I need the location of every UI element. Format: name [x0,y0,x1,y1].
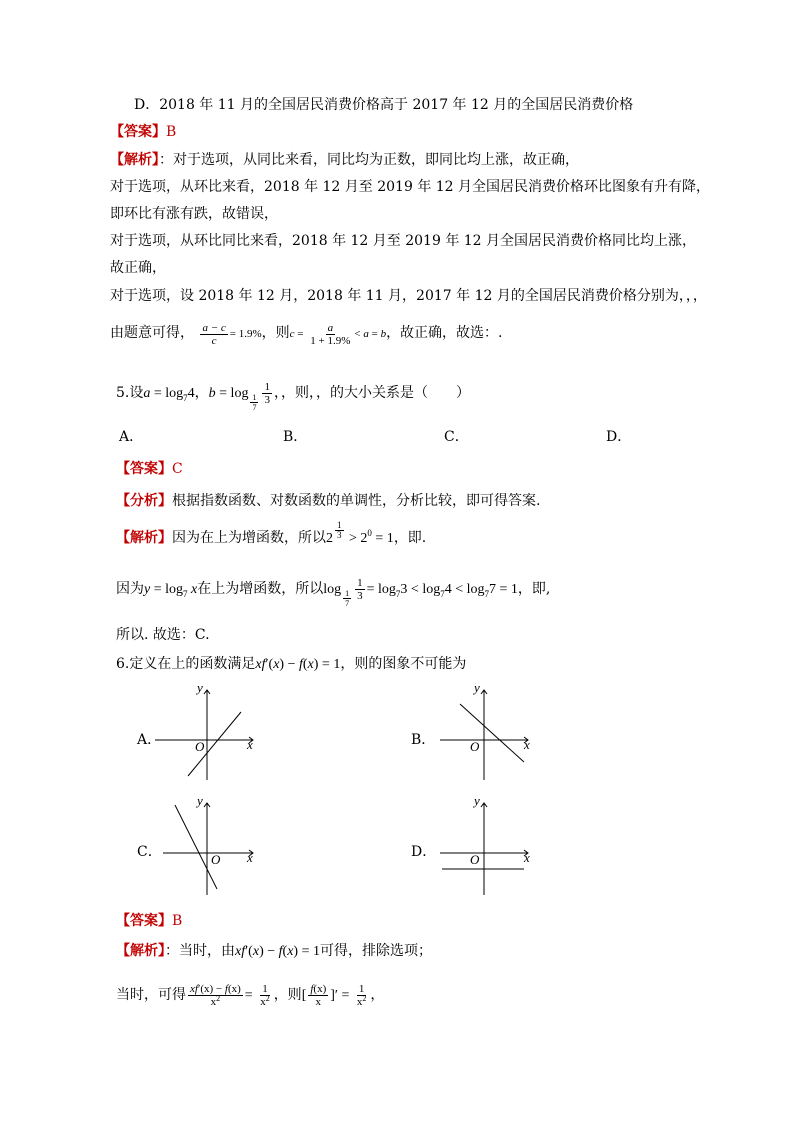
q5-option-a: A． [119,429,144,445]
q6-stem [116,655,466,674]
formula-a-def: $a = \log_74$ [143,386,195,403]
q4-analysis-line3: 即环比有涨有跌，故错误， [110,206,278,222]
q4-analysis-line1 [110,151,579,169]
graph-d [428,793,548,897]
origin-label: O [211,852,221,867]
q4-answer-line [110,123,176,141]
q4-analysis-line7 [110,318,503,349]
prev-option-d: D．2018 年 11 月的全国居民消费价格高于 2017 年 12 月的全国居民消费价格 [134,97,634,113]
q5-jx2-pre: 因为 [116,581,144,597]
q4-answer: B [166,124,177,140]
q6-jx2-mid: ，则 [273,987,302,1003]
q6-answer-line [116,912,182,930]
q4-analysis-text1: ：对于选项，从同比来看，同比均为正数，即同比均上涨，故正确， [159,152,579,168]
formula-c: c = $\frac{a}{1 + 1.9\%}$ < a = b [289,321,387,347]
q4-line7-mid: ，则 [261,325,290,341]
q4-line7-pre: 由题意可得， [110,325,194,341]
q5-stem-post: ，，则，，的大小关系是（ ） [273,385,470,401]
q6-stem-post: ，则的图象不可能为 [340,656,467,672]
q5-analysis-line2 [116,574,551,609]
x-label: x [524,850,530,865]
q6-jx1-pre: ：当时，由 [165,943,235,959]
formula-log-func: $y = \log_7 x$ [144,582,198,599]
analysis-tag: 【解析】 [116,943,165,959]
q5-stem [116,378,470,413]
analysis-tag: 【解析】 [116,530,172,546]
formula-b-def: b = log $\frac{1}{7}$ $\frac{1}{3}$ [208,381,270,413]
formula-ratio: $\frac{a - c}{c}$ = 1.9% [202,321,262,347]
q4-analysis-line5: 故正确， [110,260,166,276]
origin-label: O [470,852,480,867]
q5-answer: C [172,461,183,477]
formula-log-compare: log $\frac{1}{7}$ $\frac{1}{3}$ = $\log_73 < \log_74 < \log_77 = 1$ [323,577,518,609]
q5-jx2-post: ，即, [517,581,551,597]
y-label: y [474,680,480,695]
x-label: x [524,737,530,752]
q4-line7-post: ，故正确，故选：. [386,325,503,341]
q6-jx2-post: ， [370,987,385,1003]
q5-analysis-line1 [116,520,427,552]
graph-line [175,805,217,889]
fenxi-tag: 【分析】 [116,493,172,509]
q5-jx1-post: ，即. [393,530,427,546]
q6-stem-pre: 6.定义在上的函数满足 [116,656,256,672]
formula-derivative: [ $\frac{f(x)}{x}$ ]′ = $\frac{1}{x^2}$ [301,982,367,1009]
q5-fenxi-line [116,492,540,510]
q5-stem-mid: ， [194,385,209,401]
q6-option-a-label: A． [137,732,162,748]
graph-b [428,680,548,784]
analysis-tag: 【解析】 [110,152,159,168]
answer-tag: 【答案】 [116,461,172,477]
q4-analysis-line2: 对于选项，从环比来看，2018 年 12 月至 2019 年 12 月全国居民消费价格环比图象有升有降， [110,179,711,195]
q5-stem-pre: 5.设 [116,385,144,401]
q5-option-d: D． [606,429,632,445]
q5-jx1-pre: 因为在上为增函数，所以 [172,530,326,546]
q4-analysis-line4: 对于选项，从环比同比来看，2018 年 12 月至 2019 年 12 月全国居民消费价格同比均上涨， [110,233,697,249]
q6-jx2-pre: 当时，可得 [116,987,186,1003]
q6-jx1-post: 可得，排除选项； [319,943,432,959]
answer-tag: 【答案】 [110,124,166,140]
q5-fenxi-text: 根据指数函数、对数函数的单调性，分析比较，即可得答案. [172,493,541,509]
x-label: x [247,850,253,865]
q5-analysis-line3: 所以. 故选：C. [116,627,210,643]
formula-exp-compare: 2 $\frac{1}{3}$ > $2^0 = 1$ [326,520,394,546]
y-label: y [197,680,203,695]
origin-label: O [195,739,205,754]
q5-option-c: C． [444,429,469,445]
formula-ode: xf′(x) − f(x) = 1 [255,657,341,672]
q6-analysis-line2 [116,980,384,1011]
q6-option-b-label: B． [411,732,436,748]
q4-analysis-line6: 对于选项，设 2018 年 12 月，2018 年 11 月，2017 年 12 月的全国居民消费价格分别为，，， [110,288,707,304]
q5-answer-line [116,460,183,478]
q6-analysis-line1 [116,942,432,961]
answer-tag: 【答案】 [116,913,172,929]
y-label: y [197,793,203,808]
q6-option-c-label: C． [137,844,162,860]
y-label: y [474,793,480,808]
q6-option-d-label: D． [411,844,437,860]
origin-label: O [470,739,480,754]
graph-a [155,680,275,784]
q5-option-b: B． [283,429,308,445]
graph-c [155,793,275,897]
x-label: x [247,737,253,752]
formula-ode-2: xf′(x) − f(x) = 1 [235,944,320,959]
formula-quotient: $\frac{xf'(x) - f(x)}{x^2}$ = $\frac{1}{x^2}$ [190,982,270,1008]
q5-jx2-mid: 在上为增函数，所以 [197,581,324,597]
q6-answer: B [172,913,183,929]
